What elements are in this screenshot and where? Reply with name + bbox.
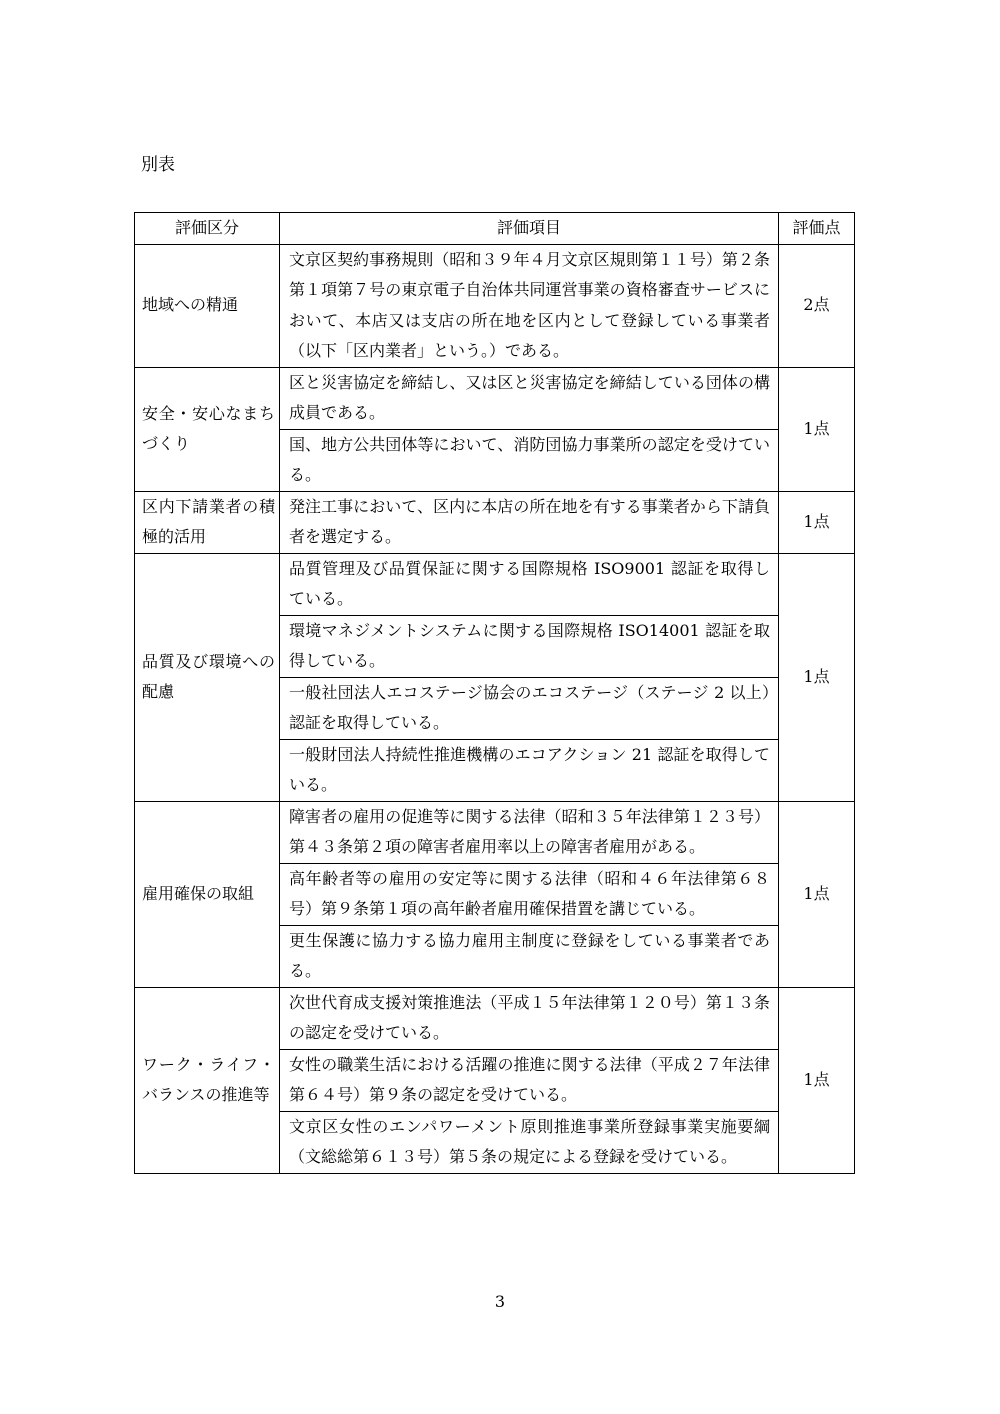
points-cell: 1点: [779, 553, 855, 801]
item-cell: 女性の職業生活における活躍の推進に関する法律（平成２７年法律第６４号）第９条の認定を受けている。: [280, 1049, 779, 1111]
table-row: [135, 987, 855, 1049]
item-cell: 次世代育成支援対策推進法（平成１５年法律第１２０号）第１３条の認定を受けている。: [280, 987, 779, 1049]
item-cell: 発注工事において、区内に本店の所在地を有する事業者から下請負者を選定する。: [280, 491, 779, 553]
header-category: 評価区分: [135, 213, 280, 245]
table-row: [135, 367, 855, 429]
points-cell: 2点: [779, 244, 855, 367]
item-cell: 障害者の雇用の促進等に関する法律（昭和３５年法律第１２３号）第４３条第２項の障害者雇用率以上の障害者雇用がある。: [280, 801, 779, 863]
item-cell: 品質管理及び品質保証に関する国際規格 ISO9001 認証を取得している。: [280, 553, 779, 615]
item-cell: 一般財団法人持続性推進機構のエコアクション 21 認証を取得している。: [280, 739, 779, 801]
document-title: 別表: [141, 155, 175, 175]
points-cell: 1点: [779, 491, 855, 553]
item-cell: 区と災害協定を締結し、又は区と災害協定を締結している団体の構成員である。: [280, 367, 779, 429]
points-cell: 1点: [779, 801, 855, 987]
table-row: [135, 553, 855, 615]
item-cell: 環境マネジメントシステムに関する国際規格 ISO14001 認証を取得している。: [280, 615, 779, 677]
category-cell: ワーク・ライフ・バランスの推進等: [135, 987, 280, 1173]
item-cell: 更生保護に協力する協力雇用主制度に登録をしている事業者である。: [280, 925, 779, 987]
table-header-row: [135, 213, 855, 245]
item-cell: 一般社団法人エコステージ協会のエコステージ（ステージ 2 以上）認証を取得している。: [280, 677, 779, 739]
points-cell: 1点: [779, 367, 855, 491]
category-cell: 品質及び環境への配慮: [135, 553, 280, 801]
table-row: [135, 244, 855, 367]
table-row: [135, 491, 855, 553]
header-item: 評価項目: [280, 213, 779, 245]
page-number: 3: [494, 1292, 506, 1311]
table-row: [135, 801, 855, 863]
category-cell: 地域への精通: [135, 244, 280, 367]
category-cell: 雇用確保の取組: [135, 801, 280, 987]
header-points: 評価点: [779, 213, 855, 245]
item-cell: 高年齢者等の雇用の安定等に関する法律（昭和４６年法律第６８号）第９条第１項の高年齢者雇用確保措置を講じている。: [280, 863, 779, 925]
evaluation-table: [134, 212, 855, 1174]
item-cell: 文京区女性のエンパワーメント原則推進事業所登録事業実施要綱（文総総第６１３号）第５条の規定による登録を受けている。: [280, 1111, 779, 1173]
category-cell: 区内下請業者の積極的活用: [135, 491, 280, 553]
item-cell: 国、地方公共団体等において、消防団協力事業所の認定を受けている。: [280, 429, 779, 491]
points-cell: 1点: [779, 987, 855, 1173]
item-cell: 文京区契約事務規則（昭和３９年４月文京区規則第１１号）第２条第１項第７号の東京電子自治体共同運営事業の資格審査サービスにおいて、本店又は支店の所在地を区内として登録している事業者（以下「区内業者」という。）である。: [280, 244, 779, 367]
category-cell: 安全・安心なまちづくり: [135, 367, 280, 491]
